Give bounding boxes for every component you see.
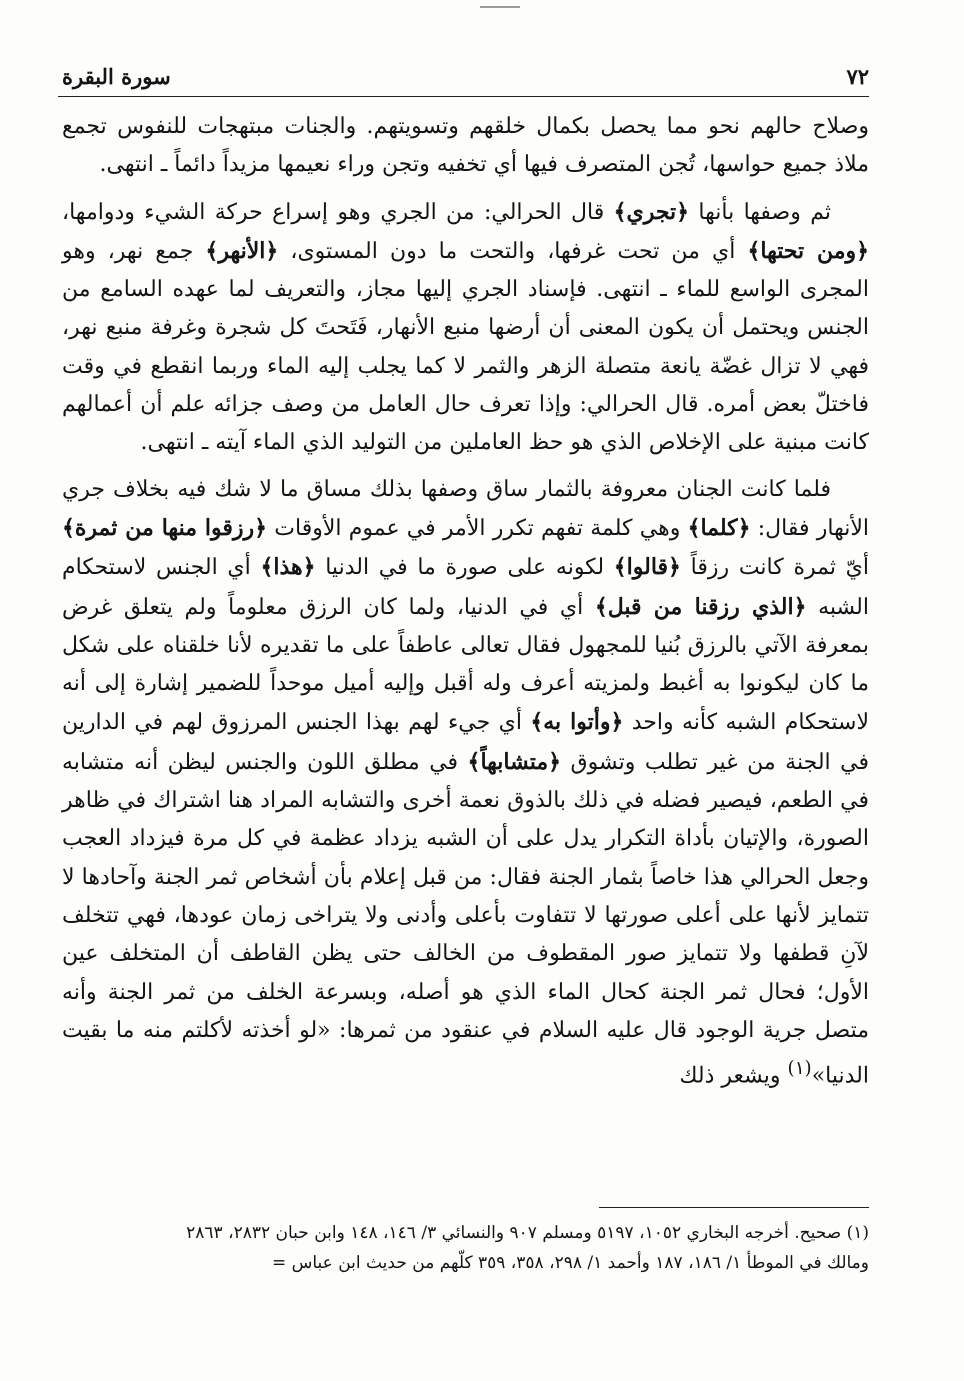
footnote-line: ومالك في الموطأ ١/ ١٨٦، ١٨٧ وأحمد ١/ ٢٩٨، ٣٥٨، ٣٥٩ كلّهم من حديث ابن عباس = <box>271 1253 869 1273</box>
footnote-line: (١) صحيح. أخرجه البخاري ١٠٥٢، ٥١٩٧ ومسلم ٩٠٧ والنسائي ٣/ ١٤٦، ١٤٨ وابن حبان ٢٨٣٢، ٢٨٦٣ <box>186 1223 869 1243</box>
paragraph <box>62 108 869 185</box>
text-segment: أيّ ثمرة كانت رزقاً <box>680 555 869 581</box>
text-segment: وصلاح حالهم نحو مما يحصل بكمال خلقهم وتسويتهم. والجنات مبتهجات للنفوس تجمع ملاذ جميع حواسها، تُجن المتصرف فيها أي تخفيه وتجن وراء نعيمها مزيداً دائماً ـ انتهى. <box>62 114 869 178</box>
quran-quote: ﴿رزقوا منها من ثمرة﴾ <box>62 514 268 541</box>
quran-quote: ﴿الذي رزقنا من قبل﴾ <box>594 593 807 620</box>
quran-quote: ﴿متشابهاً﴾ <box>467 748 562 775</box>
text-segment: أي جيء لهم بهذا الجنس المرزوق لهم في الدارين في الجنة من غير تطلب وتشوق <box>62 710 869 775</box>
footnote-marker: (١) <box>787 1058 812 1080</box>
text-segment: في مطلق اللون والجنس ليظن أنه متشابه في الطعم، فيصير فضله في ذلك بالذوق نعمة أخرى والتشابه المراد هنا اشتراك في ظاهر الصورة، والإتيان بأداة التكرار يدل على أن الشبه يزداد عظمة في كل مرة فيزداد العجب وجعل الحرالي هذا خاصاً بثمار الجنة فقال: من قبل إعلام بأن أشخاص ثمر الجنة وآحادها لا تتمايز لأنها على أعلى صورتها لا تتفاوت بأعلى وأدنى ولا يتراخى زمان عودها، فهي تتخلف لآنِ قطفها ولا تتمايز صور المقطوف من الخالف حتى يظن القاطف أن المتخلف عين الأول؛ فحال ثمر الجنة كحال الماء الذي هو أصله، وبسرعة الخلف من ثمر الجنة وأنه متصل جرية الوجود قال عليه السلام في عنقود من ثمرها: «لو أخذته لأكلتم منه ما بقيت الدنيا» <box>62 749 869 1089</box>
text-segment: أي من تحت غرفها، والتحت ما دون المستوى، <box>278 238 748 264</box>
text-segment: لكونه على صورة ما في الدنيا <box>315 555 614 581</box>
quran-quote: ﴿الأنهر﴾ <box>205 237 279 264</box>
text-segment: جمع نهر، وهو المجرى الواسع للماء ـ انتهى. فإسناد الجري إليها مجاز، والتعريف لما عهده السامع من الجنس ويحتمل أن يكون المعنى أن أرضها منبع الأنهار، فَتَحتَ كل شجرة وغرفة منبع نهر، فهي لا تزال غضّة يانعة متصلة الزهر والثمر لا كما يجلب إليه الماء وربما انقطع في وقت فاختلّ بعض أمره. قال الحرالي: وإذا تعرف حال العامل من وصف جزائه علم أن أعمالهم كانت مبنية على الإخلاص الذي هو حظ العاملين من التوليد الذي الماء آيته ـ انتهى. <box>62 238 869 456</box>
text-segment: أي الجنس لاستحكام الشبه <box>62 555 869 620</box>
quran-quote: ﴿تجري﴾ <box>613 198 690 225</box>
text-segment: ثم وصفها بأنها <box>689 199 831 225</box>
quran-quote: ﴿كلما﴾ <box>687 514 751 541</box>
footnote-divider <box>599 1207 869 1208</box>
footnotes <box>62 1218 869 1278</box>
quran-quote: ﴿قالوا﴾ <box>613 554 681 581</box>
text-segment: أي في الدنيا، ولما كان الرزق معلوماً ولم يتعلق غرض بمعرفة الآتي بالرزق بُنيا للمجهول فقال تعالى عاطفاً على ما تقديره لأنا خلقناه على شكل ما كان ليكونوا به أغبط ولمزيته أعرف وله أقبل وإليه أميل موحداً للضمير إشارة إلى أنه لاستحكام الشبه كأنه واحد <box>62 594 869 736</box>
text-segment: فلما كانت الجنان معروفة بالثمار ساق وصفها بذلك مساق ما لا شك فيه بخلاف جري الأنهار فقال: <box>62 476 869 541</box>
quran-quote: ﴿هذا﴾ <box>260 554 316 581</box>
paragraph <box>62 193 869 463</box>
surah-title: سورة البقرة <box>62 63 171 89</box>
text-segment: قال الحرالي: من الجري وهو إسراع حركة الشيء ودوامها، <box>62 199 614 225</box>
main-text <box>62 108 869 1096</box>
scan-mark <box>480 6 520 8</box>
text-segment: ويشعر ذلك <box>679 1063 788 1089</box>
header-divider <box>58 96 869 97</box>
text-segment: وهي كلمة تفهم تكرر الأمر في عموم الأوقات <box>267 515 688 541</box>
quran-quote: ﴿وأتوا به﴾ <box>530 709 624 736</box>
quran-quote: ﴿ومن تحتها﴾ <box>747 237 869 264</box>
page-number: ٧٢ <box>846 63 869 89</box>
paragraph <box>62 471 869 1096</box>
page-header <box>62 58 869 94</box>
